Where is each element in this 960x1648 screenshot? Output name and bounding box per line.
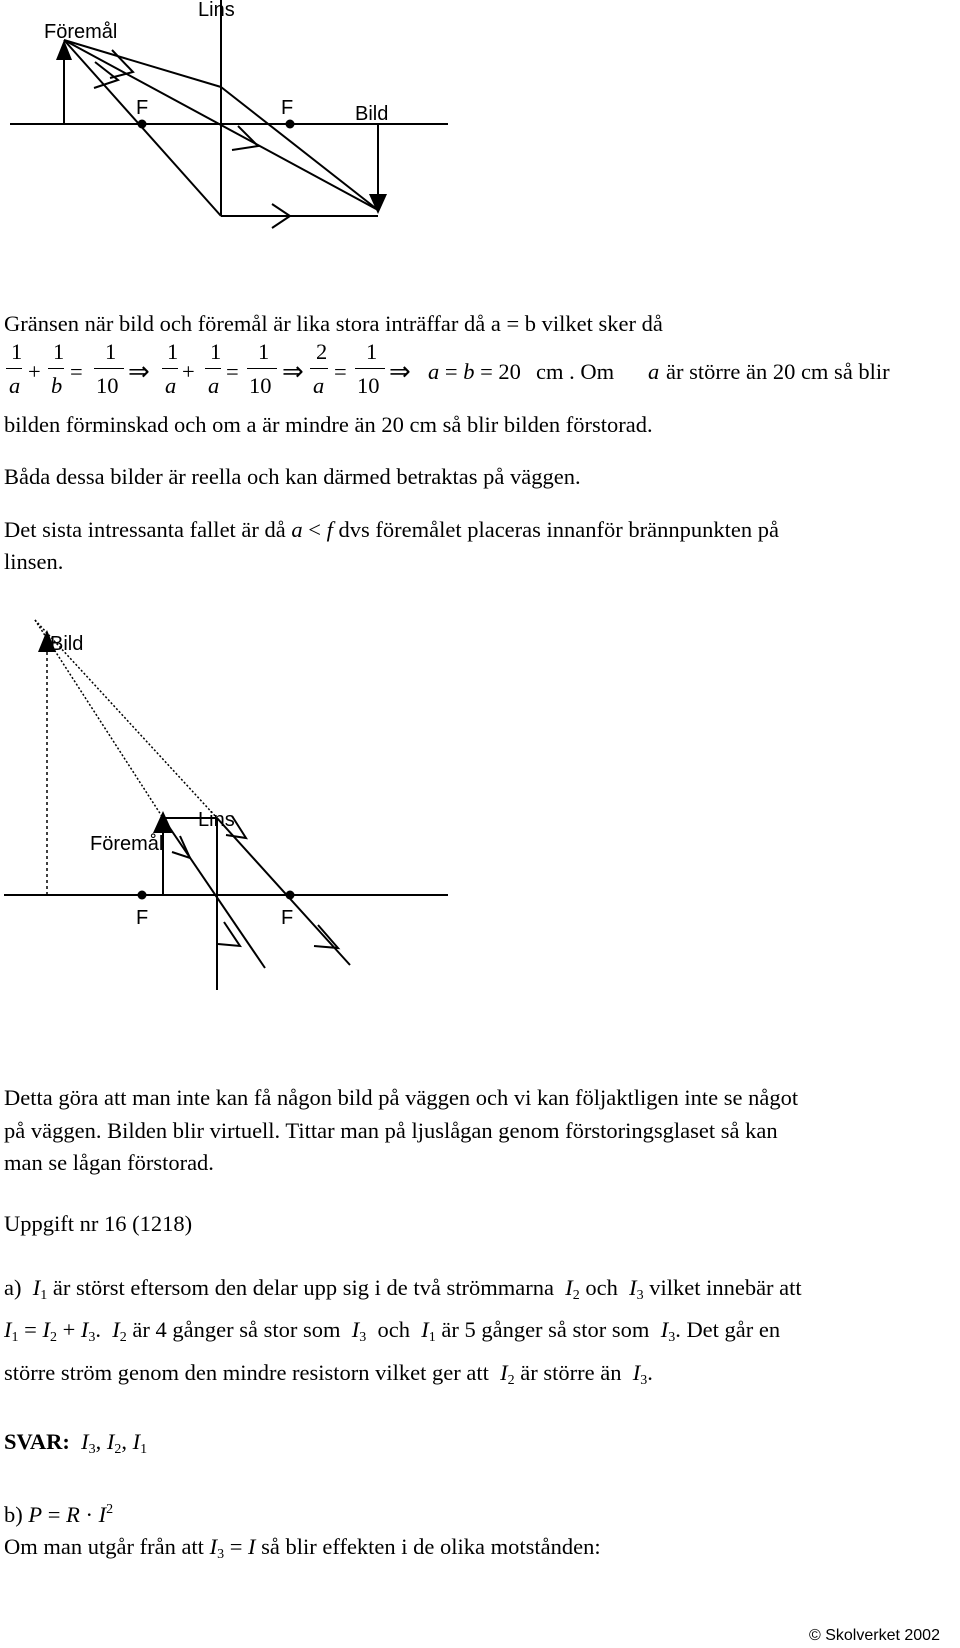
label-lens: Lins	[198, 0, 235, 21]
label-image: Bild	[355, 103, 389, 125]
paragraph-line: på väggen. Bilden blir virtuell. Tittar man på ljuslågan genom förstoringsglaset så kan	[4, 1118, 778, 1143]
label-object: Föremål	[44, 21, 118, 43]
answer-a-line-2: $I_1 = I_2 + I_3$. $I_2$ är 4 gånger så stor som $I_3$ och $I_1$ är 5 gånger så stor som $I_3$. Det går en	[4, 1317, 781, 1345]
label-object: Föremål	[90, 833, 164, 855]
implies-arrow: ⇒	[128, 357, 150, 386]
answer-b-formula: b) $P = R \cdot I^2$	[4, 1502, 114, 1527]
object-arrowhead	[153, 811, 173, 833]
paragraph-line: man se lågan förstorad.	[4, 1150, 214, 1175]
answer-summary: SVAR: $I_3$, $I_2$, $I_1$	[4, 1429, 148, 1457]
task-heading: Uppgift nr 16 (1218)	[4, 1211, 193, 1236]
answer-a-line-1: a) $I_1$ är störst eftersom den delar upp sig i de två strömmarna $I_2$ och $I_3$ vilket innebär att	[4, 1275, 802, 1303]
label-focal-left: F	[136, 907, 149, 929]
focal-point-left	[138, 891, 147, 900]
label-focal-left: F	[136, 97, 149, 119]
focal-point-right	[286, 891, 295, 900]
answer-b-line-2: Om man utgår från att $I_3 = I$ så blir effekten i de olika motstånden:	[4, 1534, 601, 1562]
implies-arrow: ⇒	[282, 357, 304, 386]
label-focal-right: F	[281, 907, 294, 929]
paragraph-line: Båda dessa bilder är reella och kan därmed betraktas på väggen.	[4, 464, 581, 489]
implies-arrow: ⇒	[389, 357, 411, 386]
answer-a-line-3: större ström genom den mindre resistorn vilket ger att $I_2$ är större än $I_3$.	[4, 1360, 653, 1388]
label-focal-right: F	[281, 97, 294, 119]
paragraph-line: Detta göra att man inte kan få någon bild på väggen och vi kan följaktligen inte se något	[4, 1085, 799, 1110]
paragraph-line: Gränsen när bild och föremål är lika stora inträffar då a = b vilket sker då	[4, 311, 663, 336]
ray-center	[163, 818, 265, 968]
label-image: Bild	[50, 633, 84, 655]
footer-copyright: © Skolverket 2002	[809, 1627, 940, 1644]
paragraph-line: Det sista intressanta fallet är då a < f dvs föremålet placeras innanför brännpunkten på	[4, 517, 779, 542]
paragraph-line: linsen.	[4, 549, 64, 574]
paragraph-line: bilden förminskad och om a är mindre än 20 cm så blir bilden förstorad.	[4, 412, 653, 437]
label-lens: Lins	[198, 809, 235, 831]
